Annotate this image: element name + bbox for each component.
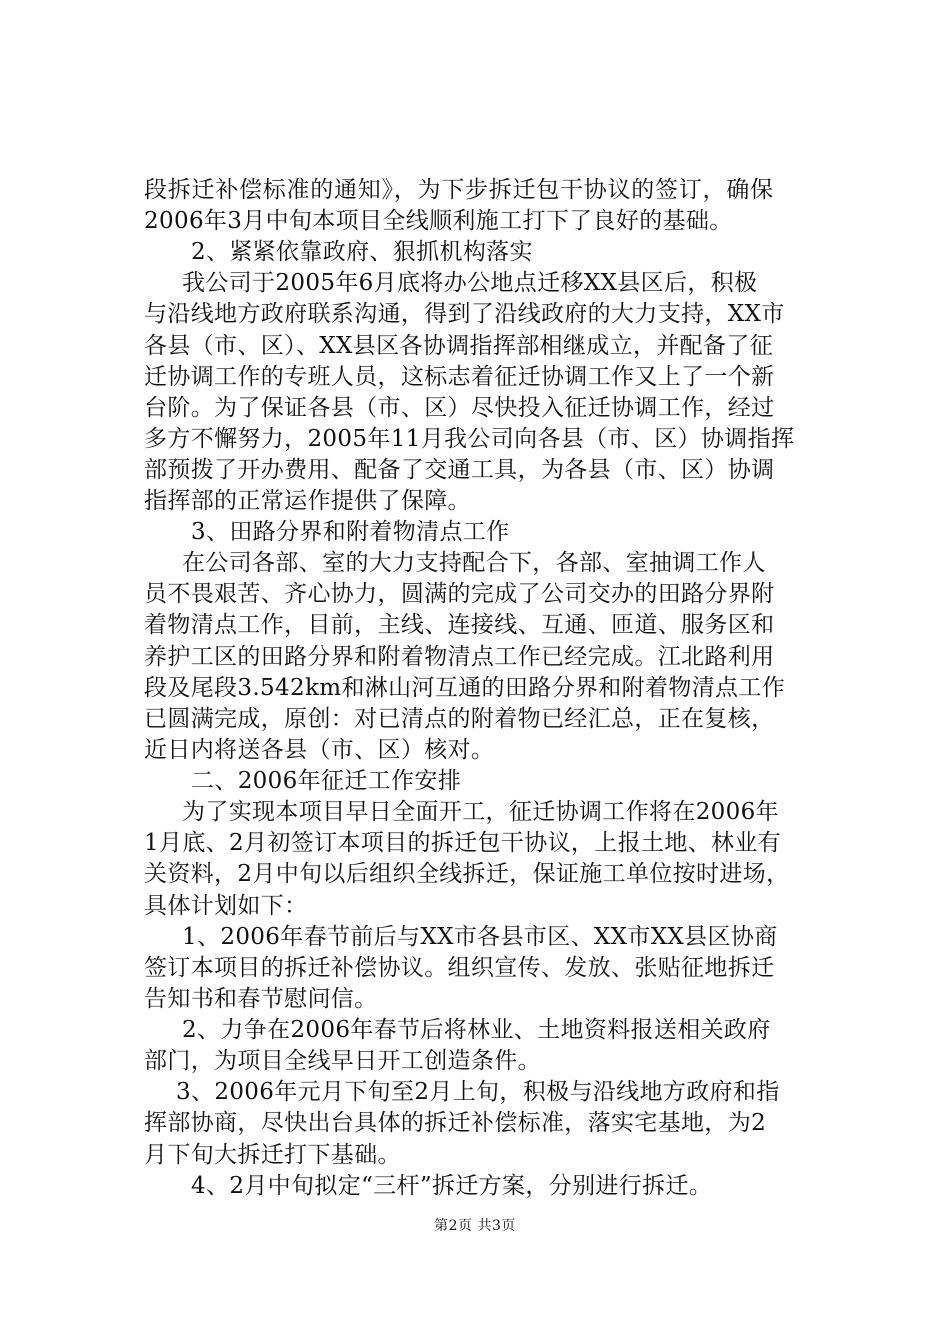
text-line: 具体计划如下： [144,893,308,919]
text-line: 1月底、2月初签订本项目的拆迁包干协议，上报土地、林业有 [144,830,782,856]
section-heading: 二、2006年征迁工作安排 [191,768,462,794]
text-line: 着物清点工作，目前，主线、连接线、互通、匝道、服务区和 [144,612,775,638]
text-line: 1、2006年春节前后与XX市各县市区、XX市XX县区协商 [182,924,778,950]
text-line: 养护工区的田路分界和附着物清点工作已经完成。江北路利用 [144,644,775,670]
text-line: 员不畏艰苦、齐心协力，圆满的完成了公司交办的田路分界附 [144,581,775,607]
text-line: 各县（市、区）、XX县区各协调指挥部相继成立，并配备了征 [144,333,774,359]
text-line: 近日内将送各县（市、区）核对。 [144,737,495,763]
text-line: 为了实现本项目早日全面开工，征迁协调工作将在2006年 [182,799,779,825]
text-line: 在公司各部、室的大力支持配合下，各部、室抽调工作人 [182,550,766,576]
text-line: 4、2月中旬拟定“三杆”拆迁方案，分别进行拆迁。 [191,1173,713,1199]
text-line: 段及尾段3.542km和淋山河互通的田路分界和附着物清点工作 [144,675,786,701]
text-line: 挥部协商，尽快出台具体的拆迁补偿标准，落实宅基地，为2 [144,1110,767,1136]
text-line: 部门，为项目全线早日开工创造条件。 [144,1048,541,1074]
text-line: 2006年3月中旬本项目全线顺利施工打下了良好的基础。 [144,208,733,234]
text-line: 迁协调工作的专班人员，这标志着征迁协调工作又上了一个新 [144,364,775,390]
text-line: 告知书和春节慰问信。 [144,986,378,1012]
text-line: 月下旬大拆迁打下基础。 [144,1142,401,1168]
text-line: 3、2006年元月下旬至2月上旬，积极与沿线地方政府和指 [176,1079,780,1105]
text-line: 签订本项目的拆迁补偿协议。组织宣传、发放、张贴征地拆迁 [144,955,775,981]
page-footer: 第2页 共3页 [434,1218,516,1234]
text-line: 多方不懈努力，2005年11月我公司向各县（市、区）协调指挥 [144,426,795,452]
section-heading: 2、紧紧依靠政府、狠抓机构落实 [191,239,533,265]
text-line: 与沿线地方政府联系沟通，得到了沿线政府的大力支持，XX市 [144,301,785,327]
section-heading: 3、田路分界和附着物清点工作 [191,519,510,545]
text-line: 台阶。为了保证各县（市、区）尽快投入征迁协调工作，经过 [144,395,775,421]
text-line: 指挥部的正常运作提供了保障。 [144,488,471,514]
text-line: 我公司于2005年6月底将办公地点迁移XX县区后，积极 [182,270,758,296]
text-line: 部预拨了开办费用、配备了交通工具，为各县（市、区）协调 [144,457,775,483]
text-line: 已圆满完成，原创：对已清点的附着物已经汇总，正在复核， [144,706,775,732]
text-line: 关资料，2月中旬以后组织全线拆迁，保证施工单位按时进场， [144,861,790,887]
text-line: 2、力争在2006年春节后将林业、土地资料报送相关政府 [182,1017,771,1043]
text-line: 段拆迁补偿标准的通知》，为下步拆迁包干协议的签订，确保 [144,177,774,203]
